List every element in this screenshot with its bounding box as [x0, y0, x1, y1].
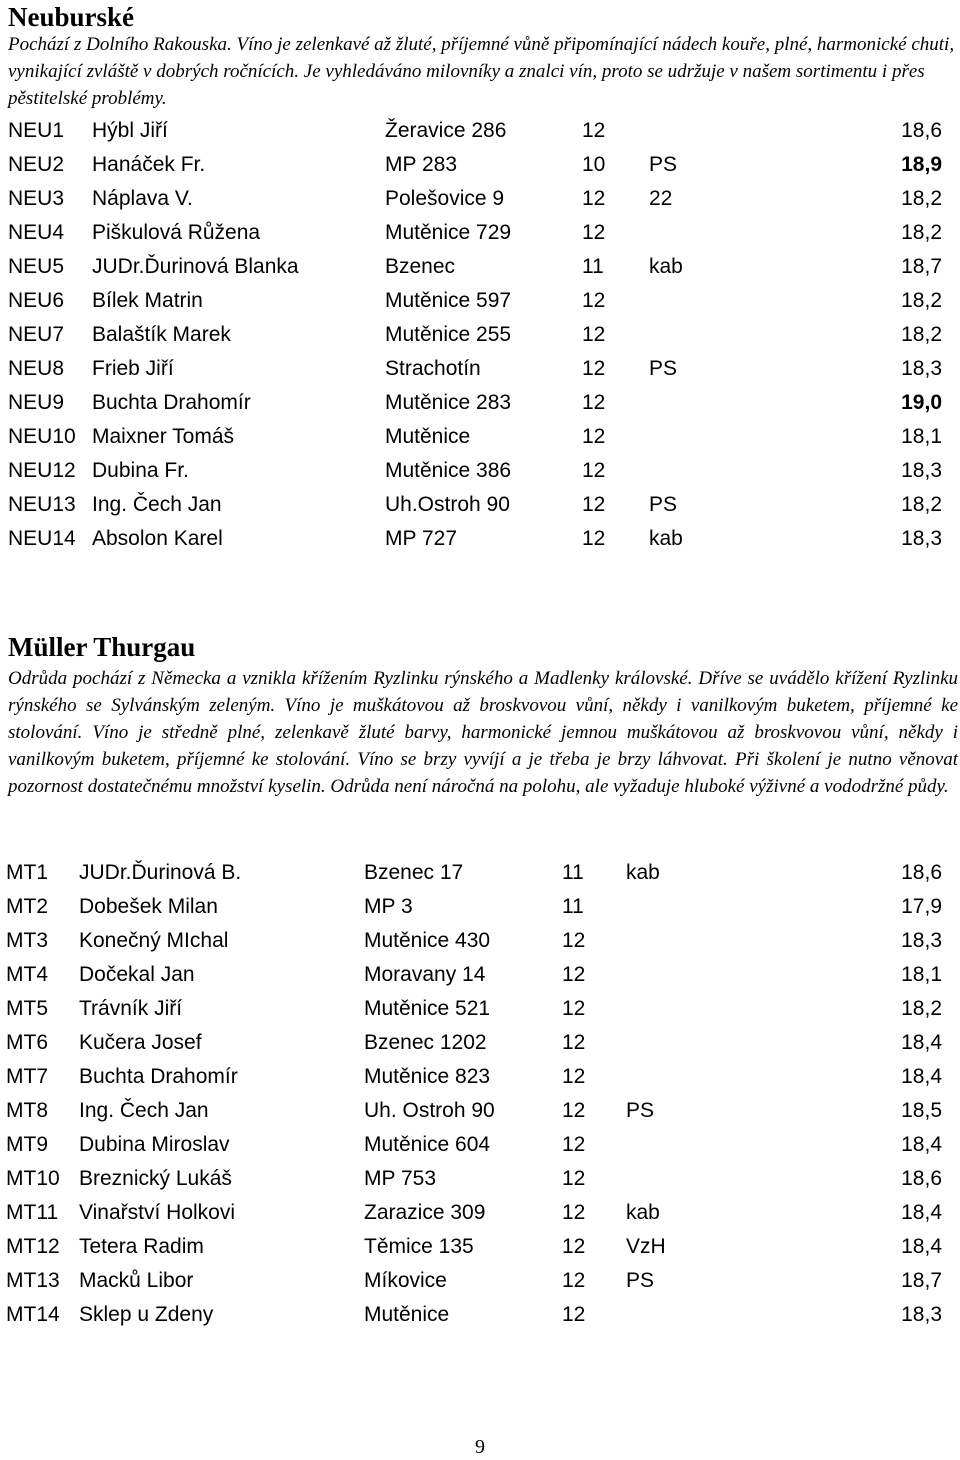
section-title-neuburske: Neuburské — [8, 2, 135, 32]
grower-place: Mutěnice — [385, 425, 471, 448]
grower-name: Balaštík Marek — [92, 323, 231, 346]
table-row — [0, 119, 960, 149]
grower-name: Macků Libor — [79, 1269, 194, 1292]
wine-score: 18,4 — [901, 1065, 942, 1088]
wine-code: MT1 — [6, 861, 48, 884]
grower-name: Hýbl Jiří — [92, 119, 168, 142]
wine-score: 18,2 — [901, 221, 942, 244]
wine-number: 12 — [562, 1201, 586, 1224]
grower-name: Maixner Tomáš — [92, 425, 234, 448]
wine-score: 19,0 — [901, 391, 942, 414]
wine-score: 18,9 — [901, 153, 942, 176]
grower-name: Buchta Drahomír — [92, 391, 251, 414]
wine-score: 18,7 — [901, 1269, 942, 1292]
wine-note: 22 — [649, 187, 673, 210]
wine-number: 11 — [582, 255, 604, 278]
table-row — [0, 289, 960, 319]
grower-place: MP 753 — [364, 1167, 436, 1190]
wine-score: 18,5 — [901, 1099, 942, 1122]
wine-code: MT8 — [6, 1099, 48, 1122]
wine-score: 18,3 — [901, 459, 942, 482]
wine-code: NEU12 — [8, 459, 76, 482]
grower-place: Mutěnice 283 — [385, 391, 512, 414]
grower-name: Tetera Radim — [79, 1235, 204, 1258]
grower-name: Bílek Matrin — [92, 289, 203, 312]
wine-code: NEU9 — [8, 391, 65, 414]
grower-name: Sklep u Zdeny — [79, 1303, 214, 1326]
wine-score: 18,3 — [901, 357, 942, 380]
wine-score: 18,4 — [901, 1031, 942, 1054]
wine-number: 12 — [582, 187, 606, 210]
wine-code: MT3 — [6, 929, 48, 952]
wine-code: NEU7 — [8, 323, 65, 346]
grower-name: Vinařství Holkovi — [79, 1201, 236, 1224]
wine-code: MT12 — [6, 1235, 60, 1258]
wine-number: 12 — [562, 929, 586, 952]
wine-code: NEU1 — [8, 119, 65, 142]
table-row — [0, 527, 960, 557]
grower-place: MP 3 — [364, 895, 413, 918]
grower-name: Ing. Čech Jan — [79, 1099, 209, 1122]
wine-score: 18,3 — [901, 1303, 942, 1326]
wine-code: MT2 — [6, 895, 48, 918]
wine-score: 18,3 — [901, 527, 942, 550]
table-row — [0, 1303, 960, 1333]
table-row — [0, 221, 960, 251]
wine-number: 12 — [562, 1269, 586, 1292]
grower-place: Mutěnice 604 — [364, 1133, 491, 1156]
table-row — [0, 459, 960, 489]
table-row — [0, 1235, 960, 1265]
grower-place: Mutěnice 729 — [385, 221, 512, 244]
table-row — [0, 391, 960, 421]
wine-score: 18,6 — [901, 1167, 942, 1190]
wine-score: 18,2 — [901, 323, 942, 346]
wine-number: 12 — [562, 1099, 586, 1122]
grower-name: Dubina Fr. — [92, 459, 189, 482]
wine-score: 18,2 — [901, 493, 942, 516]
table-row — [0, 1133, 960, 1163]
wine-code: NEU4 — [8, 221, 65, 244]
wine-note: kab — [626, 1201, 660, 1224]
grower-place: Míkovice — [364, 1269, 447, 1292]
wine-number: 11 — [562, 895, 584, 918]
table-row — [0, 153, 960, 183]
grower-place: Těmice 135 — [364, 1235, 474, 1258]
wine-number: 12 — [582, 119, 606, 142]
wine-number: 12 — [562, 1167, 586, 1190]
grower-place: Mutěnice — [364, 1303, 450, 1326]
wine-score: 18,4 — [901, 1235, 942, 1258]
wine-score: 18,1 — [901, 425, 942, 448]
wine-number: 12 — [582, 425, 606, 448]
wine-score: 18,1 — [901, 963, 942, 986]
wine-score: 18,7 — [901, 255, 942, 278]
wine-score: 18,6 — [901, 861, 942, 884]
wine-score: 17,9 — [901, 895, 942, 918]
wine-number: 12 — [582, 323, 606, 346]
grower-place: Mutěnice 823 — [364, 1065, 491, 1088]
table-row — [0, 187, 960, 217]
wine-note: PS — [626, 1269, 655, 1292]
section-description-muller-thurgau: Odrůda pochází z Německa a vznikla křížením Ryzlinku rýnského a Madlenky královské. Dříve se uvádělo křížení Ryzlinku rýnského se Sylvánským zeleným. Víno je muškátovou až broskvovou vůní, někdy i vanilkovým buketem, příjemné ke stolování. Víno je středně plné, zelenkavě žluté barvy, harmonické jemnou muškátovou až broskvovou vůní, někdy i vanilkovým buketem, příjemné ke stolování. Víno se brzy vyvíjí a je třeba je brzy láhvovat. Při školení je nutno věnovat pozornost dostatečnému množství kyselin. Odrůda není náročná na polohu, ale vyžaduje hluboké výživné a vododržné půdy. — [8, 668, 958, 797]
wine-code: NEU13 — [8, 493, 76, 516]
wine-number: 12 — [582, 289, 606, 312]
grower-place: Moravany 14 — [364, 963, 486, 986]
grower-name: Hanáček Fr. — [92, 153, 206, 176]
table-row — [0, 895, 960, 925]
grower-place: MP 283 — [385, 153, 457, 176]
grower-name: Frieb Jiří — [92, 357, 174, 380]
page-number: 9 — [475, 1436, 485, 1458]
table-row — [0, 425, 960, 455]
wine-number: 12 — [562, 1133, 586, 1156]
table-row — [0, 1031, 960, 1061]
wine-note: PS — [626, 1099, 655, 1122]
wine-note: kab — [649, 255, 683, 278]
wine-note: kab — [626, 861, 660, 884]
wine-number: 12 — [582, 459, 606, 482]
wine-number: 12 — [582, 357, 606, 380]
wine-code: NEU5 — [8, 255, 65, 278]
wine-score: 18,2 — [901, 289, 942, 312]
grower-place: Mutěnice 255 — [385, 323, 512, 346]
table-row — [0, 357, 960, 387]
wine-number: 12 — [562, 1065, 586, 1088]
wine-code: MT10 — [6, 1167, 60, 1190]
wine-number: 11 — [562, 861, 584, 884]
grower-name: Dubina Miroslav — [79, 1133, 230, 1156]
grower-place: Strachotín — [385, 357, 481, 380]
grower-place: Mutěnice 386 — [385, 459, 512, 482]
grower-name: Buchta Drahomír — [79, 1065, 238, 1088]
grower-name: JUDr.Ďurinová Blanka — [92, 255, 299, 278]
grower-name: Absolon Karel — [92, 527, 223, 550]
grower-place: Mutěnice 597 — [385, 289, 512, 312]
grower-name: Breznický Lukáš — [79, 1167, 232, 1190]
wine-score: 18,6 — [901, 119, 942, 142]
wine-number: 12 — [562, 997, 586, 1020]
wine-code: NEU8 — [8, 357, 65, 380]
wine-note: VzH — [626, 1235, 666, 1258]
grower-name: Náplava V. — [92, 187, 193, 210]
table-row — [0, 255, 960, 285]
wine-note: PS — [649, 493, 678, 516]
wine-number: 12 — [562, 1031, 586, 1054]
grower-name: Konečný MIchal — [79, 929, 229, 952]
wine-code: MT9 — [6, 1133, 48, 1156]
grower-place: Bzenec 1202 — [364, 1031, 487, 1054]
wine-number: 12 — [582, 221, 606, 244]
wine-code: NEU6 — [8, 289, 65, 312]
grower-place: Zarazice 309 — [364, 1201, 486, 1224]
wine-score: 18,2 — [901, 187, 942, 210]
table-row — [0, 1201, 960, 1231]
table-row — [0, 1167, 960, 1197]
table-row — [0, 323, 960, 353]
table-row — [0, 493, 960, 523]
grower-name: Piškulová Růžena — [92, 221, 261, 244]
grower-name: Dočekal Jan — [79, 963, 195, 986]
grower-place: Uh.Ostroh 90 — [385, 493, 510, 516]
wine-code: NEU10 — [8, 425, 76, 448]
wine-code: MT4 — [6, 963, 48, 986]
table-row — [0, 1099, 960, 1129]
table-row — [0, 929, 960, 959]
wine-score: 18,4 — [901, 1201, 942, 1224]
wine-number: 12 — [562, 1303, 586, 1326]
section-description-neuburske: Pochází z Dolního Rakouska. Víno je zelenkavé až žluté, příjemné vůně připomínající nádech kouře, plné, harmonické chuti, vynikající zvláště v dobrých ročnících. Je vyhledáváno milovníky a znalci vín, proto se udržuje v našem sortimentu i přes pěstitelské problémy. — [8, 34, 955, 109]
wine-code: NEU14 — [8, 527, 76, 550]
wine-code: MT14 — [6, 1303, 60, 1326]
table-row — [0, 997, 960, 1027]
grower-name: Trávník Jiří — [79, 997, 183, 1020]
table-row — [0, 1269, 960, 1299]
wine-note: kab — [649, 527, 683, 550]
grower-name: JUDr.Ďurinová B. — [79, 861, 242, 884]
table-row — [0, 1065, 960, 1095]
wine-score: 18,3 — [901, 929, 942, 952]
grower-name: Dobešek Milan — [79, 895, 218, 918]
grower-place: Žeravice 286 — [385, 119, 507, 142]
grower-place: Uh. Ostroh 90 — [364, 1099, 495, 1122]
wine-code: MT6 — [6, 1031, 48, 1054]
grower-name: Ing. Čech Jan — [92, 493, 222, 516]
wine-number: 12 — [562, 963, 586, 986]
grower-place: Mutěnice 430 — [364, 929, 491, 952]
wine-code: MT7 — [6, 1065, 48, 1088]
wine-score: 18,2 — [901, 997, 942, 1020]
wine-score: 18,4 — [901, 1133, 942, 1156]
wine-code: MT5 — [6, 997, 48, 1020]
wine-code: MT13 — [6, 1269, 60, 1292]
wine-number: 12 — [582, 527, 606, 550]
wine-number: 12 — [582, 391, 606, 414]
wine-number: 12 — [562, 1235, 586, 1258]
section-title-muller-thurgau: Müller Thurgau — [8, 632, 196, 662]
grower-place: Bzenec — [385, 255, 456, 278]
wine-code: NEU2 — [8, 153, 65, 176]
wine-number: 10 — [582, 153, 606, 176]
grower-name: Kučera Josef — [79, 1031, 202, 1054]
wine-note: PS — [649, 357, 678, 380]
wine-code: NEU3 — [8, 187, 65, 210]
grower-place: Bzenec 17 — [364, 861, 464, 884]
grower-place: Polešovice 9 — [385, 187, 505, 210]
table-row — [0, 861, 960, 891]
grower-place: Mutěnice 521 — [364, 997, 491, 1020]
wine-code: MT11 — [6, 1201, 59, 1224]
grower-place: MP 727 — [385, 527, 457, 550]
wine-number: 12 — [582, 493, 606, 516]
wine-note: PS — [649, 153, 678, 176]
table-row — [0, 963, 960, 993]
